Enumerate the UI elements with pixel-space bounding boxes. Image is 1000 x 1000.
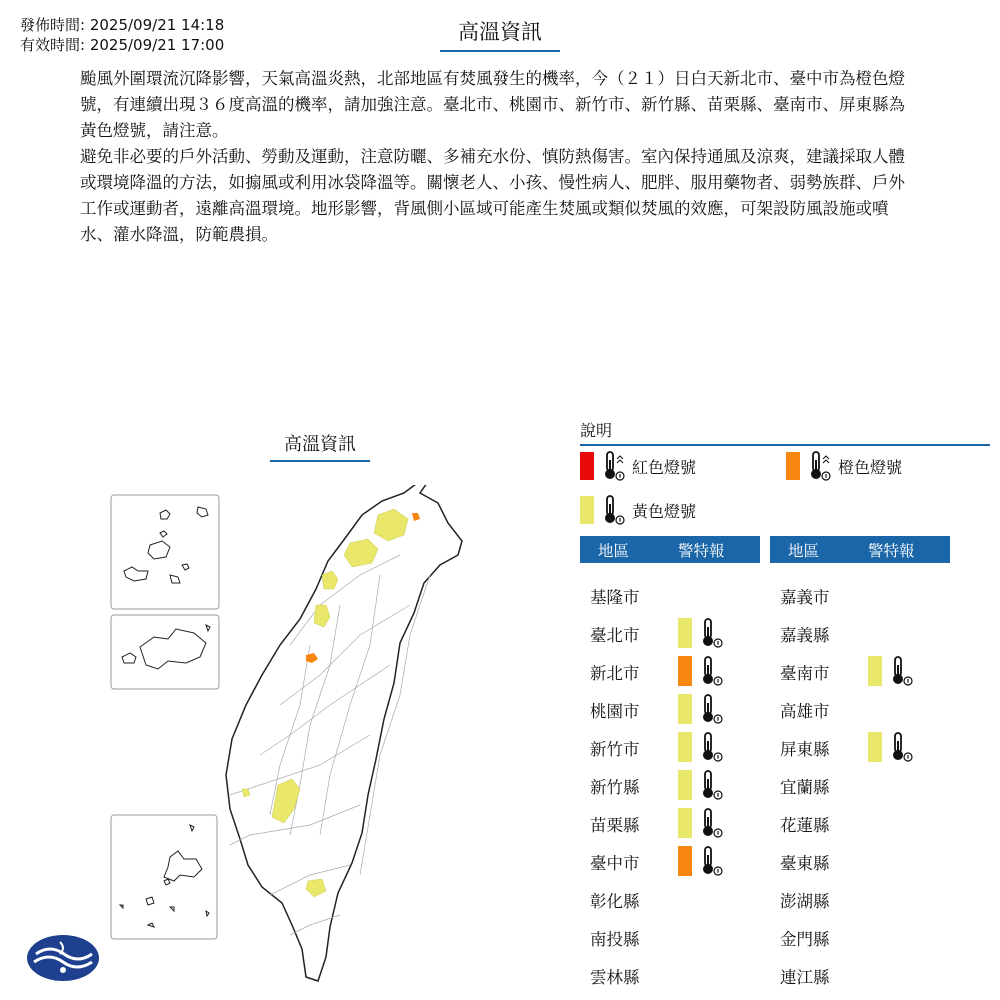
table-header-right xyxy=(770,536,950,563)
table-row xyxy=(770,846,960,876)
region-name: 高雄市 xyxy=(780,702,830,721)
region-name: 彰化縣 xyxy=(590,892,640,911)
orange-level-bar xyxy=(678,846,692,876)
legend-title: 說明 xyxy=(580,418,990,446)
table-row xyxy=(770,656,960,686)
region-name: 花蓮縣 xyxy=(780,816,830,835)
yellow-swatch xyxy=(580,496,594,524)
orange-level-bar xyxy=(678,656,692,686)
table-row xyxy=(770,960,960,990)
table-row xyxy=(770,580,960,610)
thermometer-icon xyxy=(698,807,724,839)
table-row xyxy=(770,770,960,800)
region-name: 金門縣 xyxy=(780,930,830,949)
thermometer-icon xyxy=(806,450,832,482)
legend-yellow xyxy=(580,494,696,526)
yellow-level-bar xyxy=(678,694,692,724)
legend-yellow-label: 黃色燈號 xyxy=(632,501,697,521)
red-swatch xyxy=(580,452,594,480)
inset-matsu xyxy=(111,495,219,609)
region-name: 嘉義市 xyxy=(780,588,830,607)
description-paragraph-1: 颱風外圍環流沉降影響，天氣高溫炎熱，北部地區有焚風發生的機率，今（２１）日白天新北市、臺中市為橙色燈號，有連續出現３６度高溫的機率，請加強注意。臺北市、桃園市、新竹市、新竹縣、苗栗縣、臺南市、屏東縣為黃色燈號，請注意。 xyxy=(80,69,905,140)
table-row xyxy=(580,732,770,762)
yellow-level-bar xyxy=(678,732,692,762)
yellow-level-bar xyxy=(868,732,882,762)
table-row xyxy=(770,922,960,952)
region-name: 雲林縣 xyxy=(590,968,640,987)
legend-orange-label: 橙色燈號 xyxy=(838,457,903,477)
inset-penghu xyxy=(111,815,217,939)
thermometer-icon xyxy=(698,655,724,687)
region-name: 新竹縣 xyxy=(590,778,640,797)
table-row xyxy=(770,694,960,724)
yellow-level-bar xyxy=(678,770,692,800)
yellow-level-bar xyxy=(868,656,882,686)
thermometer-icon xyxy=(698,769,724,801)
table-row xyxy=(580,808,770,838)
table-row xyxy=(580,580,770,610)
agency-logo xyxy=(26,934,100,982)
thermometer-icon xyxy=(698,731,724,763)
region-name: 桃園市 xyxy=(590,702,640,721)
region-name: 新竹市 xyxy=(590,740,640,759)
table-row xyxy=(770,618,960,648)
region-name: 屏東縣 xyxy=(780,740,830,759)
table-row xyxy=(580,656,770,686)
table-row xyxy=(770,808,960,838)
region-name: 基隆市 xyxy=(590,588,640,607)
header-warning: 警特報 xyxy=(678,541,725,560)
table-row xyxy=(770,732,960,762)
description-paragraph-2: 避免非必要的戶外活動、勞動及運動，注意防曬、多補充水份、慎防熱傷害。室內保持通風及涼爽，建議採取人體或環境降溫的方法，如搧風或利用冰袋降溫等。關懷老人、小孩、慢性病人、肥胖、服用藥物者、弱勢族群、戶外工作或運動者，遠離高溫環境。地形影響，背風側小區域可能產生焚風或類似焚風的效應，可架設防風設施或噴水、灌水降溫，防範農損。 xyxy=(80,147,905,244)
region-name: 嘉義縣 xyxy=(780,626,830,645)
table-row xyxy=(580,846,770,876)
table-row xyxy=(580,770,770,800)
header-warning: 警特報 xyxy=(868,541,915,560)
region-name: 連江縣 xyxy=(780,968,830,987)
page-title: 高溫資訊 xyxy=(440,16,560,52)
table-row xyxy=(580,960,770,990)
thermometer-icon xyxy=(600,450,626,482)
legend-red xyxy=(580,450,696,482)
region-name: 澎湖縣 xyxy=(780,892,830,911)
inset-kinmen xyxy=(111,615,219,689)
legend-orange xyxy=(786,450,902,482)
region-name: 臺東縣 xyxy=(780,854,830,873)
yellow-level-bar xyxy=(678,808,692,838)
taiwan-outline xyxy=(226,485,462,981)
yellow-level-bar xyxy=(678,618,692,648)
region-name: 苗栗縣 xyxy=(590,816,640,835)
issued-time: 發佈時間: 2025/09/21 14:18 xyxy=(20,16,225,34)
thermometer-icon xyxy=(698,845,724,877)
table-row xyxy=(580,618,770,648)
region-name: 臺南市 xyxy=(780,664,830,683)
header-region: 地區 xyxy=(598,541,630,560)
thermometer-icon xyxy=(888,655,914,687)
table-row xyxy=(580,694,770,724)
thermometer-icon xyxy=(698,617,724,649)
thermometer-icon xyxy=(600,494,626,526)
region-name: 宜蘭縣 xyxy=(780,778,830,797)
thermometer-icon xyxy=(698,693,724,725)
header-region: 地區 xyxy=(788,541,820,560)
region-name: 新北市 xyxy=(590,664,640,683)
region-name: 臺中市 xyxy=(590,854,640,873)
table-row xyxy=(580,922,770,952)
region-name: 臺北市 xyxy=(590,626,640,645)
valid-time: 有效時間: 2025/09/21 17:00 xyxy=(20,36,225,54)
map-title: 高溫資訊 xyxy=(270,430,370,462)
table-row xyxy=(770,884,960,914)
thermometer-icon xyxy=(888,731,914,763)
legend-red-label: 紅色燈號 xyxy=(632,457,697,477)
table-header-left xyxy=(580,536,760,563)
orange-swatch xyxy=(786,452,800,480)
taiwan-map xyxy=(110,485,510,995)
region-name: 南投縣 xyxy=(590,930,640,949)
description xyxy=(80,66,920,248)
table-row xyxy=(580,884,770,914)
